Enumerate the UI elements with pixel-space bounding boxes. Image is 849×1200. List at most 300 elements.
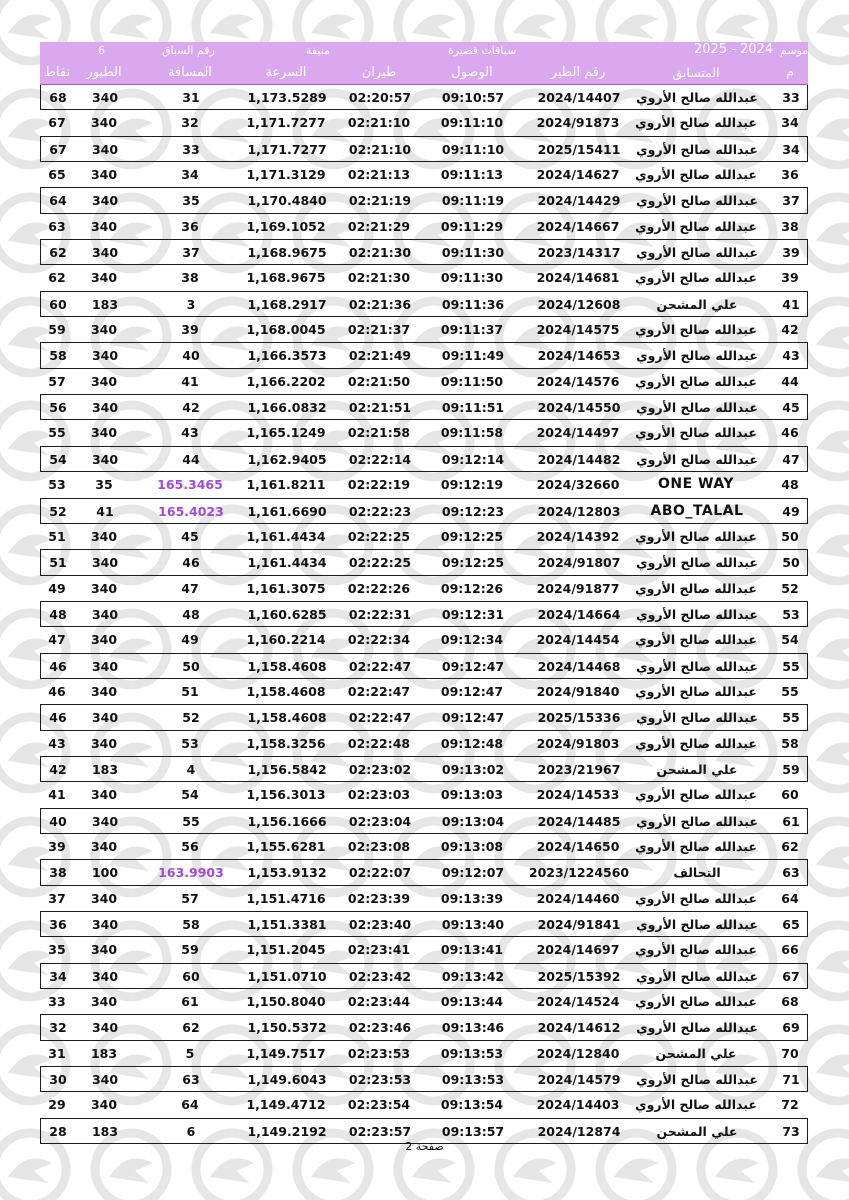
birds-cell: 183 <box>91 1123 119 1139</box>
rank-cell: 50 <box>781 528 799 544</box>
points-cell: 38 <box>49 865 67 881</box>
arrival-time-cell: 09:12:47 <box>440 683 504 699</box>
distance-cell: 45 <box>181 528 199 544</box>
fancier-name-cell: علي المشحن <box>656 1123 738 1139</box>
table-row <box>40 602 808 627</box>
speed-cell: 1,173.5289 <box>247 90 327 105</box>
table-row <box>40 472 808 498</box>
birds-cell: 340 <box>91 451 119 467</box>
speed-cell: 1,171.3129 <box>246 167 326 183</box>
speed-cell: 1,151.0710 <box>247 968 327 984</box>
table-row <box>40 782 808 808</box>
ring-number-cell: 2024/12803 <box>537 503 621 519</box>
watermark-emblem <box>802 405 849 477</box>
birds-cell: 340 <box>90 373 118 389</box>
table-row <box>40 162 808 188</box>
flight-time-cell: 02:22:31 <box>348 606 412 622</box>
ring-number-cell: 2024/91803 <box>536 735 620 751</box>
flight-time-cell: 02:22:19 <box>347 477 411 493</box>
ring-number-cell: 2024/14407 <box>537 90 621 105</box>
birds-cell: 340 <box>90 322 118 338</box>
distance-cell: 56 <box>181 838 199 854</box>
flight-time-cell: 02:21:19 <box>348 193 412 209</box>
fancier-name-cell: عبدالله صالح الأروي <box>636 245 758 261</box>
speed-cell: 1,158.4608 <box>246 683 326 699</box>
distance-cell: 163.9903 <box>158 865 224 881</box>
arrival-time-cell: 09:12:23 <box>441 503 505 519</box>
points-cell: 32 <box>49 1020 67 1036</box>
rank-cell: 71 <box>782 1072 800 1088</box>
birds-cell: 340 <box>91 1072 119 1088</box>
fancier-name-cell: عبدالله صالح الأروي <box>636 451 758 467</box>
birds-cell: 340 <box>90 632 118 648</box>
rank-cell: 48 <box>781 477 799 493</box>
birds-cell: 340 <box>91 1020 119 1036</box>
arrival-time-cell: 09:10:57 <box>441 90 505 105</box>
arrival-time-cell: 09:13:44 <box>440 994 504 1010</box>
arrival-time-cell: 09:13:54 <box>440 1097 504 1113</box>
ring-number-cell: 2024/14550 <box>537 400 621 416</box>
rank-cell: 60 <box>781 787 799 803</box>
points-cell: 62 <box>48 270 66 286</box>
speed-cell: 1,168.2917 <box>247 296 327 312</box>
table-row <box>40 369 808 395</box>
birds-cell: 340 <box>90 167 118 183</box>
rank-cell: 70 <box>781 1045 799 1061</box>
birds-cell: 340 <box>90 580 118 596</box>
ring-number-cell: 2024/14460 <box>536 890 620 906</box>
flight-time-cell: 02:21:51 <box>348 400 412 416</box>
speed-cell: 1,162.9405 <box>247 451 327 467</box>
rank-cell: 46 <box>781 425 799 441</box>
race-number-label: رقم السباق <box>162 44 215 57</box>
speed-cell: 1,168.0045 <box>246 322 326 338</box>
arrival-time-cell: 09:13:53 <box>440 1045 504 1061</box>
distance-cell: 62 <box>182 1020 200 1036</box>
col-header-flight: طيران <box>361 65 397 80</box>
rank-cell: 66 <box>781 942 799 958</box>
arrival-time-cell: 09:13:53 <box>441 1072 505 1088</box>
table-row <box>40 343 808 368</box>
speed-cell: 1,166.0832 <box>247 400 327 416</box>
speed-cell: 1,149.7517 <box>246 1045 326 1061</box>
fancier-name-cell: عبدالله صالح الأروي <box>636 90 758 105</box>
arrival-time-cell: 09:12:47 <box>441 658 505 674</box>
ring-number-cell: 2024/14575 <box>536 322 620 338</box>
fancier-name-cell: عبدالله صالح الأروي <box>636 658 758 674</box>
speed-cell: 1,158.3256 <box>246 735 326 751</box>
arrival-time-cell: 09:11:37 <box>440 322 504 338</box>
birds-cell: 340 <box>91 658 119 674</box>
fancier-name-cell: عبدالله صالح الأروي <box>635 270 757 286</box>
table-row <box>40 886 808 912</box>
arrival-time-cell: 09:13:57 <box>441 1123 505 1139</box>
distance-cell: 4 <box>186 761 196 777</box>
distance-cell: 3 <box>186 296 196 312</box>
rank-cell: 44 <box>781 373 799 389</box>
distance-cell: 5 <box>185 1045 195 1061</box>
speed-cell: 1,166.3573 <box>247 348 327 364</box>
points-cell: 40 <box>49 813 67 829</box>
table-row <box>40 188 808 213</box>
flight-time-cell: 02:22:34 <box>347 632 411 648</box>
rank-cell: 58 <box>781 735 799 751</box>
ring-number-cell: 2024/14468 <box>537 658 621 674</box>
page-number: صفحة 2 <box>405 1140 444 1153</box>
arrival-time-cell: 09:11:49 <box>441 348 505 364</box>
points-cell: 35 <box>48 942 66 958</box>
ring-number-cell: 2024/91807 <box>537 555 621 571</box>
watermark-emblem <box>802 0 849 61</box>
points-cell: 39 <box>48 838 66 854</box>
ring-number-cell: 2024/14681 <box>536 270 620 286</box>
birds-cell: 340 <box>90 787 118 803</box>
ring-number-cell: 2024/14697 <box>536 942 620 958</box>
watermark-emblem <box>802 717 849 789</box>
birds-cell: 340 <box>91 606 119 622</box>
ring-number-cell: 2024/14485 <box>537 813 621 829</box>
points-cell: 46 <box>49 658 67 674</box>
points-cell: 43 <box>48 735 66 751</box>
birds-cell: 340 <box>91 710 119 726</box>
watermark-emblem <box>802 821 849 893</box>
flight-time-cell: 02:22:26 <box>347 580 411 596</box>
ring-number-cell: 2024/14653 <box>537 348 621 364</box>
arrival-time-cell: 09:13:39 <box>440 890 504 906</box>
rank-cell: 33 <box>782 90 800 105</box>
distance-cell: 36 <box>181 218 199 234</box>
ring-number-cell: 2024/32660 <box>536 477 620 493</box>
watermark-emblem <box>802 1029 849 1101</box>
speed-cell: 1,161.4434 <box>246 528 326 544</box>
fancier-name-cell: عبدالله صالح الأروي <box>635 632 757 648</box>
points-cell: 46 <box>49 710 67 726</box>
speed-cell: 1,151.3381 <box>247 917 327 932</box>
birds-cell: 183 <box>91 761 119 777</box>
arrival-time-cell: 09:11:13 <box>440 167 504 183</box>
ring-number-cell: 2024/14392 <box>536 528 620 544</box>
watermark-emblem <box>802 93 849 165</box>
rank-cell: 65 <box>782 917 800 932</box>
points-cell: 28 <box>49 1123 67 1139</box>
points-cell: 54 <box>49 451 67 467</box>
speed-cell: 1,150.8040 <box>246 994 326 1010</box>
rank-cell: 72 <box>781 1097 799 1113</box>
race-number: 6 <box>98 44 105 57</box>
col-header-speed: السرعة <box>265 65 307 80</box>
points-cell: 68 <box>49 90 67 105</box>
table-row <box>40 964 808 989</box>
distance-cell: 42 <box>182 400 200 416</box>
arrival-time-cell: 09:12:26 <box>440 580 504 596</box>
speed-cell: 1,168.9675 <box>246 270 326 286</box>
fancier-name-cell: علي المشحن <box>655 1045 737 1061</box>
rank-cell: 63 <box>782 865 800 881</box>
points-cell: 33 <box>48 994 66 1010</box>
flight-time-cell: 02:23:03 <box>347 787 411 803</box>
arrival-time-cell: 09:13:08 <box>440 838 504 854</box>
rank-cell: 42 <box>781 322 799 338</box>
fancier-name-cell: عبدالله صالح الأروي <box>635 994 757 1010</box>
ring-number-cell: 2024/14533 <box>536 787 620 803</box>
points-cell: 41 <box>48 787 66 803</box>
distance-cell: 33 <box>182 141 200 157</box>
birds-cell: 340 <box>91 193 119 209</box>
arrival-time-cell: 09:13:03 <box>440 787 504 803</box>
col-header-ring: رقم الطير <box>550 65 606 80</box>
col-header-birds: الطيور <box>86 65 122 80</box>
fancier-name-cell: علي المشحن <box>656 296 738 312</box>
table-row <box>40 1015 808 1040</box>
watermark-emblem <box>802 509 849 581</box>
fancier-name-cell: عبدالله صالح الأروي <box>636 555 758 571</box>
rank-cell: 37 <box>782 193 800 209</box>
points-cell: 37 <box>48 890 66 906</box>
flight-time-cell: 02:21:36 <box>348 296 412 312</box>
arrival-time-cell: 09:12:19 <box>440 477 504 493</box>
rank-cell: 69 <box>782 1020 800 1036</box>
table-body <box>40 85 808 1144</box>
arrival-time-cell: 09:11:29 <box>440 218 504 234</box>
fancier-name-cell: عبدالله صالح الأروي <box>635 115 757 131</box>
ring-number-cell: 2023/14317 <box>537 245 621 261</box>
flight-time-cell: 02:22:47 <box>348 658 412 674</box>
flight-time-cell: 02:23:40 <box>348 917 412 932</box>
watermark-emblem <box>802 301 849 373</box>
arrival-time-cell: 09:13:46 <box>441 1020 505 1036</box>
rank-cell: 62 <box>781 838 799 854</box>
distance-cell: 34 <box>181 167 199 183</box>
speed-cell: 1,149.4712 <box>246 1097 326 1113</box>
table-row <box>40 447 808 472</box>
rank-cell: 49 <box>782 503 800 519</box>
fancier-name-cell: عبدالله صالح الأروي <box>635 373 757 389</box>
watermark-emblem <box>802 613 849 685</box>
distance-cell: 54 <box>181 787 199 803</box>
flight-time-cell: 02:23:08 <box>347 838 411 854</box>
speed-cell: 1,155.6281 <box>246 838 326 854</box>
arrival-time-cell: 09:12:34 <box>440 632 504 648</box>
ring-number-cell: 2024/14524 <box>536 994 620 1010</box>
season-value: 2025 - 2024 <box>694 42 774 57</box>
fancier-name-cell: علي المشحن <box>656 761 738 777</box>
table-row <box>40 654 808 679</box>
speed-cell: 1,161.4434 <box>247 555 327 571</box>
fancier-name-cell: عبدالله صالح الأروي <box>636 813 758 829</box>
fancier-name-cell: عبدالله صالح الأروي <box>635 580 757 596</box>
flight-time-cell: 02:20:57 <box>348 90 412 105</box>
flight-time-cell: 02:22:47 <box>347 683 411 699</box>
birds-cell: 340 <box>90 942 118 958</box>
flight-time-cell: 02:21:58 <box>347 425 411 441</box>
table-row <box>40 757 808 782</box>
flight-time-cell: 02:22:47 <box>348 710 412 726</box>
table-row <box>40 292 808 317</box>
arrival-time-cell: 09:11:30 <box>441 245 505 261</box>
col-header-points: نقاط <box>43 65 71 80</box>
arrival-time-cell: 09:13:41 <box>440 942 504 958</box>
speed-cell: 1,149.2192 <box>247 1123 327 1139</box>
flight-time-cell: 02:23:46 <box>348 1020 412 1036</box>
arrival-time-cell: 09:12:48 <box>440 735 504 751</box>
ring-number-cell: 2024/14482 <box>537 451 621 467</box>
fancier-name-cell: عبدالله صالح الأروي <box>635 787 757 803</box>
points-cell: 49 <box>48 580 66 596</box>
arrival-time-cell: 09:11:36 <box>441 296 505 312</box>
fancier-name-cell: عبدالله صالح الأروي <box>636 141 758 157</box>
birds-cell: 340 <box>90 425 118 441</box>
points-cell: 52 <box>49 503 67 519</box>
rank-cell: 68 <box>781 994 799 1010</box>
distance-cell: 44 <box>182 451 200 467</box>
arrival-time-cell: 09:12:31 <box>441 606 505 622</box>
distance-cell: 53 <box>181 735 199 751</box>
fancier-name-cell: ONE WAY <box>657 476 734 493</box>
distance-cell: 61 <box>181 994 199 1010</box>
flight-time-cell: 02:21:10 <box>348 141 412 157</box>
birds-cell: 340 <box>90 735 118 751</box>
flight-time-cell: 02:23:02 <box>348 761 412 777</box>
speed-cell: 1,161.8211 <box>246 477 326 493</box>
fancier-name-cell: عبدالله صالح الأروي <box>636 917 758 932</box>
fancier-name-cell: عبدالله صالح الأروي <box>636 1072 758 1088</box>
fancier-name-cell: عبدالله صالح الأروي <box>636 968 758 984</box>
fancier-name-cell: ABO_TALAL <box>650 502 744 519</box>
fancier-name-cell: عبدالله صالح الأروي <box>636 710 758 726</box>
speed-cell: 1,171.7277 <box>247 141 327 157</box>
speed-cell: 1,156.5842 <box>247 761 327 777</box>
flight-time-cell: 02:23:41 <box>347 942 411 958</box>
fancier-name-cell: عبدالله صالح الأروي <box>635 735 757 751</box>
points-cell: 67 <box>49 141 67 157</box>
birds-cell: 183 <box>91 296 119 312</box>
birds-cell: 340 <box>90 890 118 906</box>
rank-cell: 73 <box>782 1123 800 1139</box>
col-header-name: المتسابق <box>672 65 720 80</box>
points-cell: 47 <box>48 632 66 648</box>
distance-cell: 165.4023 <box>158 503 224 519</box>
speed-cell: 1,171.7277 <box>246 115 326 131</box>
points-cell: 65 <box>48 167 66 183</box>
distance-cell: 48 <box>182 606 200 622</box>
arrival-time-cell: 09:11:58 <box>440 425 504 441</box>
birds-cell: 41 <box>96 503 114 519</box>
birds-cell: 35 <box>95 477 113 493</box>
points-cell: 31 <box>48 1045 66 1061</box>
table-row <box>40 214 808 240</box>
rank-cell: 55 <box>782 710 800 726</box>
table-row <box>40 989 808 1015</box>
speed-cell: 1,158.4608 <box>247 658 327 674</box>
birds-cell: 100 <box>91 865 119 881</box>
distance-cell: 59 <box>181 942 199 958</box>
flight-time-cell: 02:21:10 <box>347 115 411 131</box>
distance-cell: 41 <box>181 373 199 389</box>
flight-time-cell: 02:21:49 <box>348 348 412 364</box>
flight-time-cell: 02:23:42 <box>348 968 412 984</box>
ring-number-cell: 2024/14650 <box>536 838 620 854</box>
flight-time-cell: 02:22:23 <box>348 503 412 519</box>
speed-cell: 1,156.1666 <box>247 813 327 829</box>
speed-cell: 1,166.2202 <box>246 373 326 389</box>
fancier-name-cell: عبدالله صالح الأروي <box>635 890 757 906</box>
points-cell: 36 <box>49 917 67 932</box>
flight-time-cell: 02:22:48 <box>347 735 411 751</box>
flight-time-cell: 02:23:57 <box>348 1123 412 1139</box>
rank-cell: 64 <box>781 890 799 906</box>
birds-cell: 340 <box>90 994 118 1010</box>
table-row <box>40 499 808 524</box>
arrival-time-cell: 09:12:25 <box>441 555 505 571</box>
birds-cell: 340 <box>91 813 119 829</box>
ring-number-cell: 2024/14576 <box>536 373 620 389</box>
table-row <box>40 420 808 446</box>
rank-cell: 53 <box>782 606 800 622</box>
ring-number-cell: 2024/14579 <box>537 1072 621 1088</box>
arrival-time-cell: 09:13:04 <box>441 813 505 829</box>
birds-cell: 340 <box>90 683 118 699</box>
birds-cell: 340 <box>90 838 118 854</box>
birds-cell: 340 <box>90 1097 118 1113</box>
arrival-time-cell: 09:13:02 <box>441 761 505 777</box>
flight-time-cell: 02:21:30 <box>347 270 411 286</box>
distance-cell: 37 <box>182 245 200 261</box>
points-cell: 56 <box>49 400 67 416</box>
ring-number-cell: 2025/15392 <box>537 968 621 984</box>
arrival-time-cell: 09:12:07 <box>441 865 505 881</box>
points-cell: 51 <box>48 528 66 544</box>
speed-cell: 1,165.1249 <box>246 425 326 441</box>
ring-number-cell: 2023/1224560 <box>528 865 630 881</box>
flight-time-cell: 02:22:07 <box>348 865 412 881</box>
col-header-arrival: الوصول <box>451 65 493 80</box>
fancier-name-cell: عبدالله صالح الأروي <box>635 838 757 854</box>
distance-cell: 50 <box>182 658 200 674</box>
speed-cell: 1,161.6690 <box>247 503 327 519</box>
ring-number-cell: 2024/91840 <box>536 683 620 699</box>
speed-cell: 1,158.4608 <box>247 710 327 726</box>
fancier-name-cell: عبدالله صالح الأروي <box>636 348 758 364</box>
points-cell: 34 <box>49 968 67 984</box>
distance-cell: 35 <box>182 193 200 209</box>
flight-time-cell: 02:23:44 <box>347 994 411 1010</box>
distance-cell: 57 <box>181 890 199 906</box>
rank-cell: 59 <box>782 761 800 777</box>
results-table <box>40 42 808 1144</box>
speed-cell: 1,169.1052 <box>246 218 326 234</box>
flight-time-cell: 02:21:30 <box>348 245 412 261</box>
distance-cell: 49 <box>181 632 199 648</box>
table-row <box>40 679 808 705</box>
birds-cell: 340 <box>91 348 119 364</box>
rank-cell: 55 <box>782 658 800 674</box>
birds-cell: 340 <box>91 917 119 932</box>
table-row <box>40 627 808 653</box>
table-row <box>40 834 808 860</box>
points-cell: 46 <box>48 683 66 699</box>
table-row <box>40 937 808 963</box>
fancier-name-cell: عبدالله صالح الأروي <box>636 400 758 416</box>
table-row <box>40 550 808 575</box>
fancier-name-cell: عبدالله صالح الأروي <box>635 683 757 699</box>
rank-cell: 52 <box>781 580 799 596</box>
page-footer <box>0 1140 849 1153</box>
points-cell: 62 <box>49 245 67 261</box>
fancier-name-cell: عبدالله صالح الأروي <box>636 193 758 209</box>
race-type-label: سباقات قصيرة <box>448 44 517 57</box>
watermark-emblem <box>802 197 849 269</box>
distance-cell: 39 <box>181 322 199 338</box>
